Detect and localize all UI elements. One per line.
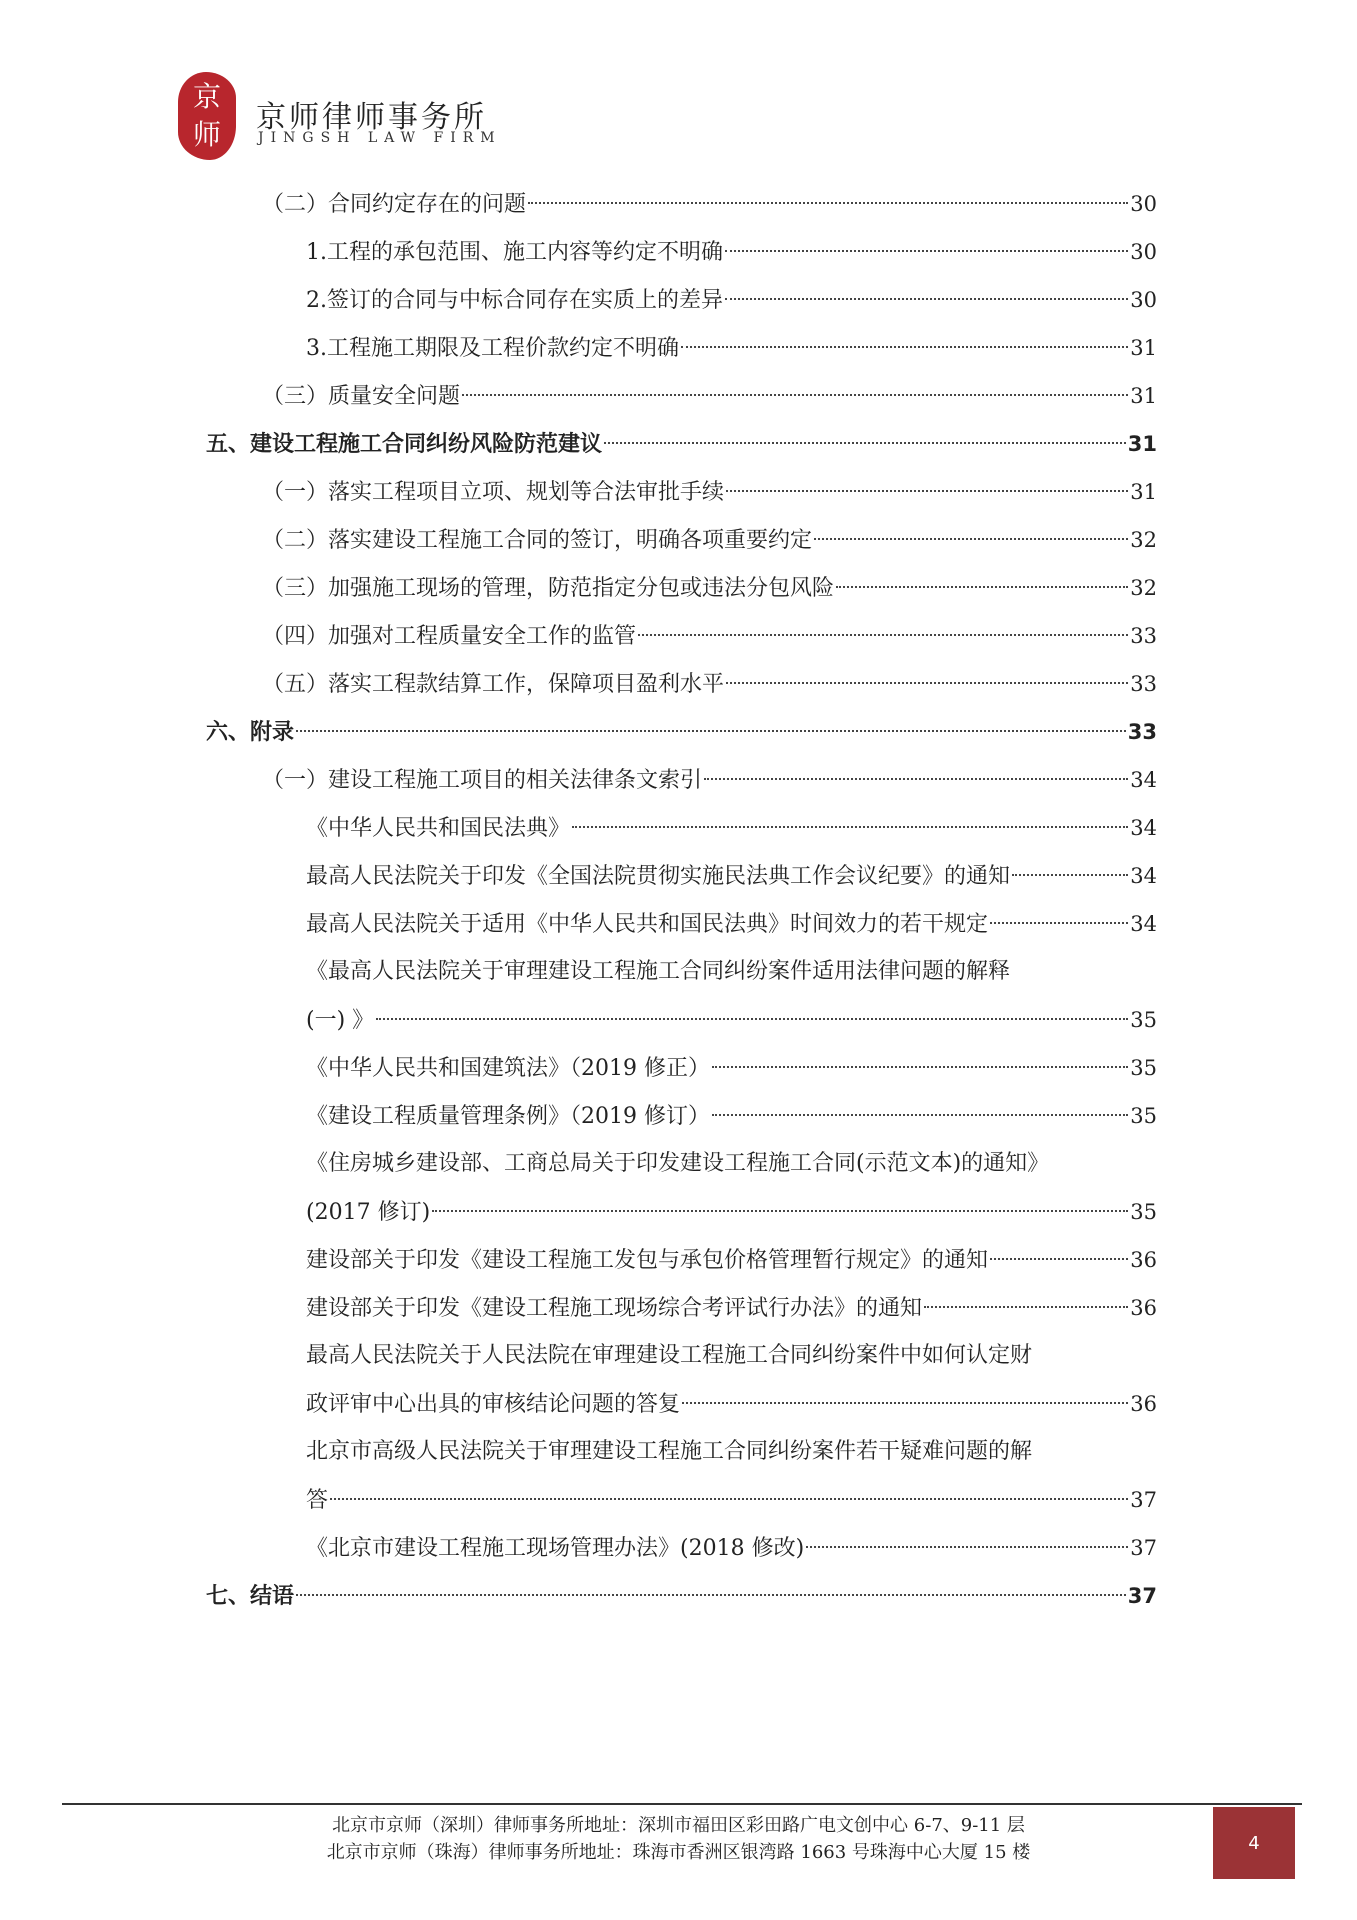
toc-entry[interactable] <box>306 1048 1157 1088</box>
toc-entry-page: 33 <box>1127 720 1157 744</box>
toc-entry-label: 《中华人民共和国建筑法》（2019 修正） <box>306 1056 710 1081</box>
toc-entry-page: 34 <box>1130 912 1157 936</box>
toc-entry-label: 《建设工程质量管理条例》（2019 修订） <box>306 1104 710 1129</box>
seal-char-1: 京 <box>192 80 221 113</box>
toc-entry-label: 《中华人民共和国民法典》 <box>306 816 571 841</box>
toc-section-entry[interactable] <box>206 424 1157 464</box>
toc-leader-dots <box>682 1402 1128 1404</box>
toc-entry-label: 1.工程的承包范围、施工内容等约定不明确 <box>306 240 723 265</box>
toc-leader-dots <box>1012 874 1128 876</box>
toc-entry[interactable] <box>306 1144 1157 1184</box>
toc-leader-dots <box>462 394 1128 396</box>
toc-entry[interactable] <box>306 1480 1157 1520</box>
seal-char-2: 师 <box>192 118 221 151</box>
toc-entry-label: 七、结语 <box>206 1584 295 1609</box>
toc-leader-dots <box>330 1498 1128 1500</box>
toc-entry-page: 31 <box>1127 432 1157 456</box>
firm-name-cn: 京师律师事务所 <box>256 100 487 135</box>
toc-entry-label: (2017 修订) <box>306 1200 431 1225</box>
toc-entry[interactable] <box>262 472 1157 512</box>
toc-leader-dots <box>725 298 1128 300</box>
toc-entry[interactable] <box>306 1336 1157 1376</box>
toc-entry-page: 36 <box>1130 1296 1157 1320</box>
toc-entry[interactable] <box>306 1384 1157 1424</box>
toc-entry[interactable] <box>306 856 1157 896</box>
toc-leader-dots <box>376 1018 1128 1020</box>
footer-addresses <box>0 1812 1357 1866</box>
toc-leader-dots <box>726 682 1128 684</box>
toc-entry-label: 政评审中心出具的审核结论问题的答复 <box>306 1392 681 1417</box>
toc-leader-dots <box>604 442 1126 444</box>
toc-entry-page: 30 <box>1130 192 1157 216</box>
toc-entry[interactable] <box>262 520 1157 560</box>
toc-leader-dots <box>528 202 1128 204</box>
toc-leader-dots <box>712 1066 1128 1068</box>
toc-entry-page: 31 <box>1130 480 1157 504</box>
toc-entry-page: 36 <box>1130 1392 1157 1416</box>
toc-leader-dots <box>704 778 1128 780</box>
toc-entry-label: （一）建设工程施工项目的相关法律条文索引 <box>262 768 703 793</box>
toc-leader-dots <box>726 490 1128 492</box>
seal-logo <box>178 72 236 160</box>
toc-section-entry[interactable] <box>206 712 1157 752</box>
toc-leader-dots <box>990 1258 1128 1260</box>
footer-address-shenzhen: 北京市京师（深圳）律师事务所地址：深圳市福田区彩田路广电文创中心 6-7、9-11 层 <box>332 1815 1025 1836</box>
firm-logo <box>178 72 518 162</box>
toc-entry[interactable] <box>262 760 1157 800</box>
toc-entry-page: 35 <box>1130 1056 1157 1080</box>
toc-entry[interactable] <box>306 904 1157 944</box>
toc-leader-dots <box>814 538 1128 540</box>
toc-leader-dots <box>638 634 1128 636</box>
toc-entry[interactable] <box>262 376 1157 416</box>
toc-entry[interactable] <box>306 1192 1157 1232</box>
toc-entry-page: 33 <box>1130 672 1157 696</box>
toc-entry-label: 答 <box>306 1488 329 1513</box>
toc-leader-dots <box>806 1546 1128 1548</box>
toc-leader-dots <box>836 586 1128 588</box>
toc-entry-label: 建设部关于印发《建设工程施工发包与承包价格管理暂行规定》的通知 <box>306 1248 989 1273</box>
toc-entry-page: 30 <box>1130 240 1157 264</box>
toc-entry-label: 六、附录 <box>206 720 295 745</box>
footer-divider <box>62 1803 1302 1805</box>
toc-entry-label: 《住房城乡建设部、工商总局关于印发建设工程施工合同(示范文本)的通知》 <box>306 1151 1050 1176</box>
toc-entry-page: 33 <box>1130 624 1157 648</box>
page-number-badge: 4 <box>1213 1807 1295 1879</box>
toc-leader-dots <box>681 346 1128 348</box>
toc-entry-label: 最高人民法院关于印发《全国法院贯彻实施民法典工作会议纪要》的通知 <box>306 864 1011 889</box>
toc-entry-page: 35 <box>1130 1200 1157 1224</box>
toc-entry-page: 31 <box>1130 384 1157 408</box>
footer-address-zhuhai: 北京市京师（珠海）律师事务所地址：珠海市香洲区银湾路 1663 号珠海中心大厦 15 楼 <box>326 1842 1031 1863</box>
toc-entry-label: 最高人民法院关于适用《中华人民共和国民法典》时间效力的若干规定 <box>306 912 989 937</box>
toc-entry[interactable] <box>262 664 1157 704</box>
toc-entry[interactable] <box>306 952 1157 992</box>
toc-entry-label: 最高人民法院关于人民法院在审理建设工程施工合同纠纷案件中如何认定财 <box>306 1343 1033 1368</box>
toc-entry-page: 35 <box>1130 1104 1157 1128</box>
toc-entry-label: （四）加强对工程质量安全工作的监管 <box>262 624 637 649</box>
toc-leader-dots <box>296 730 1126 732</box>
toc-entry-label: (一) 》 <box>306 1008 375 1033</box>
toc-entry-page: 32 <box>1130 576 1157 600</box>
toc-entry-page: 37 <box>1130 1488 1157 1512</box>
toc-entry-label: 建设部关于印发《建设工程施工现场综合考评试行办法》的通知 <box>306 1296 923 1321</box>
toc-entry-label: 五、建设工程施工合同纠纷风险防范建议 <box>206 432 603 457</box>
toc-entry-label: 2.签订的合同与中标合同存在实质上的差异 <box>306 288 723 313</box>
toc-entry[interactable] <box>262 616 1157 656</box>
toc-entry-label: （二）合同约定存在的问题 <box>262 192 527 217</box>
toc-entry-page: 35 <box>1130 1008 1157 1032</box>
toc-entry[interactable] <box>306 328 1157 368</box>
toc-entry[interactable] <box>262 184 1157 224</box>
toc-section-entry[interactable] <box>206 1576 1157 1616</box>
toc-entry[interactable] <box>306 1096 1157 1136</box>
toc-leader-dots <box>712 1114 1128 1116</box>
toc-entry-label: 3.工程施工期限及工程价款约定不明确 <box>306 336 679 361</box>
toc-entry-label: （二）落实建设工程施工合同的签订，明确各项重要约定 <box>262 528 813 553</box>
toc-entry-label: （三）质量安全问题 <box>262 384 461 409</box>
toc-entry[interactable] <box>306 1528 1157 1568</box>
toc-leader-dots <box>990 922 1128 924</box>
toc-entry-label: 《北京市建设工程施工现场管理办法》(2018 修改) <box>306 1536 805 1561</box>
toc-entry-page: 32 <box>1130 528 1157 552</box>
toc-entry-page: 34 <box>1130 768 1157 792</box>
toc-entry-page: 31 <box>1130 336 1157 360</box>
toc-entry[interactable] <box>306 1240 1157 1280</box>
toc-entry[interactable] <box>262 568 1157 608</box>
toc-entry[interactable] <box>306 1432 1157 1472</box>
toc-entry-page: 37 <box>1130 1536 1157 1560</box>
toc-entry-label: 《最高人民法院关于审理建设工程施工合同纠纷案件适用法律问题的解释 <box>306 959 1011 984</box>
toc-entry[interactable] <box>306 808 1157 848</box>
toc-entry-page: 30 <box>1130 288 1157 312</box>
toc-entry-page: 34 <box>1130 816 1157 840</box>
toc-leader-dots <box>725 250 1128 252</box>
toc-entry-label: （一）落实工程项目立项、规划等合法审批手续 <box>262 480 725 505</box>
toc-entry-label: 北京市高级人民法院关于审理建设工程施工合同纠纷案件若干疑难问题的解 <box>306 1439 1033 1464</box>
toc-leader-dots <box>924 1306 1128 1308</box>
toc-entry[interactable] <box>306 1000 1157 1040</box>
toc-entry-label: （五）落实工程款结算工作，保障项目盈利水平 <box>262 672 725 697</box>
toc-leader-dots <box>432 1210 1128 1212</box>
toc-entry-page: 36 <box>1130 1248 1157 1272</box>
toc-leader-dots <box>296 1594 1126 1596</box>
toc-entry-page: 34 <box>1130 864 1157 888</box>
toc-entry[interactable] <box>306 280 1157 320</box>
toc-entry-label: （三）加强施工现场的管理，防范指定分包或违法分包风险 <box>262 576 835 601</box>
firm-name-en: JINGSH LAW FIRM <box>258 130 502 146</box>
toc-leader-dots <box>572 826 1128 828</box>
toc-entry[interactable] <box>306 232 1157 272</box>
toc-entry-page: 37 <box>1127 1584 1157 1608</box>
toc-entry[interactable] <box>306 1288 1157 1328</box>
